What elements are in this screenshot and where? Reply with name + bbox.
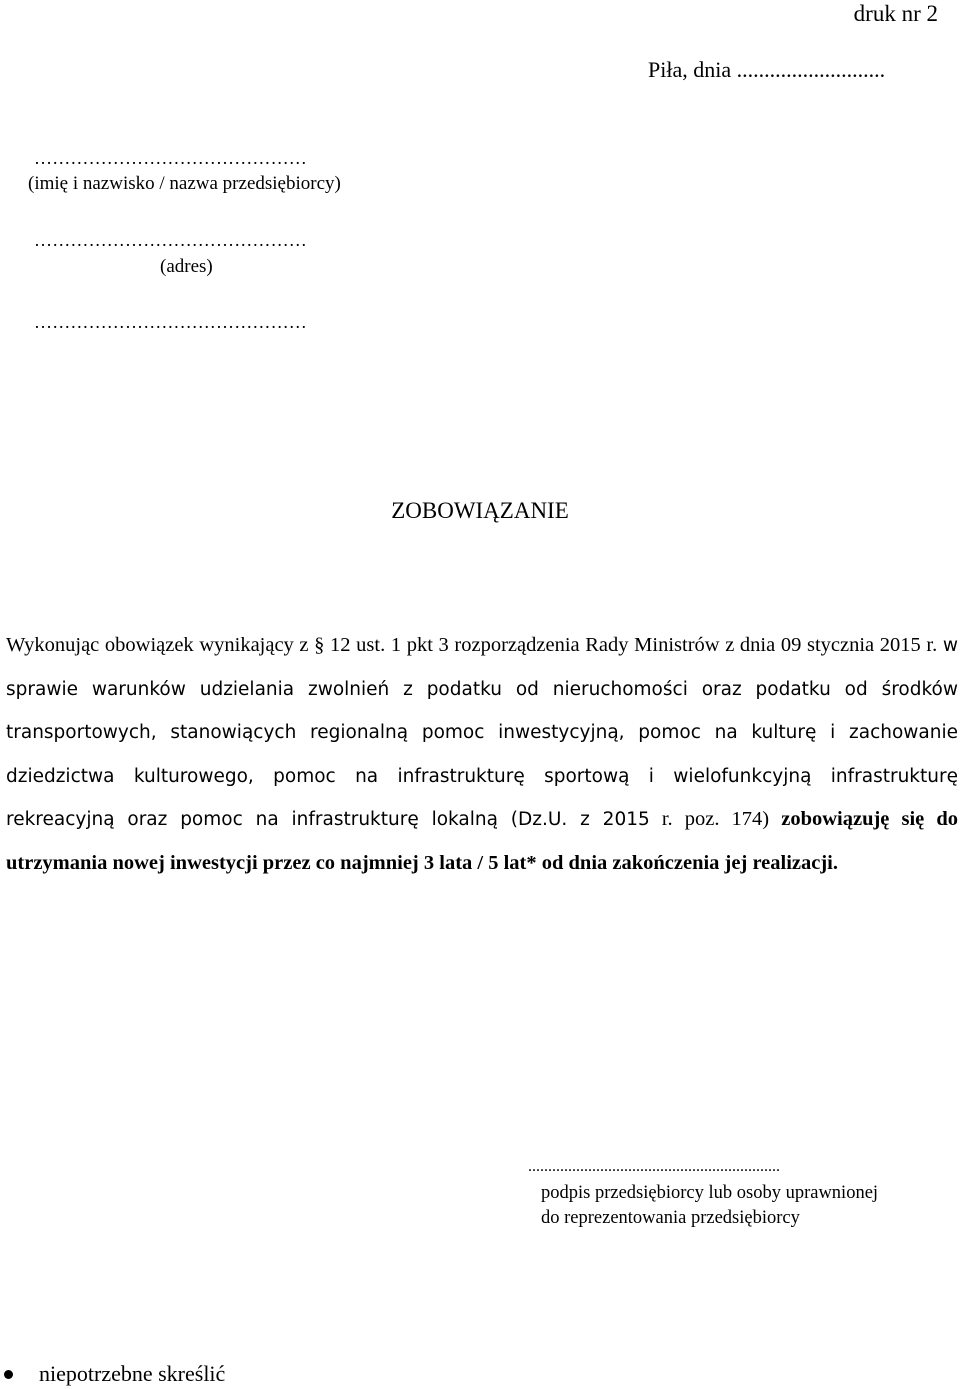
- signature-dotted-line: ...............................................................: [528, 1158, 780, 1175]
- paragraph-regulation: w sprawie warunków udzielania zwolnień z podatku od nieruchomości oraz podatku od środków transportowych, stanowiących regionalną pomoc inwestycyjną, pomoc na kulturę i zachowanie dziedzictwa kulturowego, pomoc na infrastrukturę sportową i wielofunkcyjną infrastrukturę rekreacyjną oraz pomoc na infrastrukturę lokalną (Dz.U. z 2015: [6, 635, 958, 830]
- extra-dotted-line: ………………………………………: [34, 312, 307, 332]
- form-number: druk nr 2: [853, 1, 938, 26]
- paragraph-commitment: zobowiązuję się do utrzymania nowej inwestycji przez co najmniej 3 lata / 5 lat* od dnia zakończenia jej realizacji.: [6, 808, 958, 874]
- document-title: ZOBOWIĄZANIE: [391, 498, 569, 523]
- paragraph-intro: Wykonując obowiązek wynikający z § 12 ust. 1 pkt 3 rozporządzenia Rady Ministrów z dnia 09 stycznia 2015 r.: [6, 634, 943, 656]
- place-date-line: Piła, dnia ...........................: [648, 57, 886, 82]
- address-dotted-line: ………………………………………: [34, 230, 307, 250]
- signature-caption-line1: podpis przedsiębiorcy lub osoby uprawnionej: [541, 1183, 879, 1203]
- name-caption: (imię i nazwisko / nazwa przedsiębiorcy): [28, 173, 341, 194]
- bullet-icon: [4, 1370, 13, 1379]
- address-caption: (adres): [160, 256, 213, 277]
- paragraph-reference: r. poz. 174): [649, 808, 782, 830]
- name-dotted-line: ………………………………………: [34, 148, 307, 168]
- footnote-text: niepotrzebne skreślić: [39, 1361, 226, 1386]
- signature-caption-line2: do reprezentowania przedsiębiorcy: [541, 1208, 800, 1228]
- commitment-paragraph: [6, 624, 958, 885]
